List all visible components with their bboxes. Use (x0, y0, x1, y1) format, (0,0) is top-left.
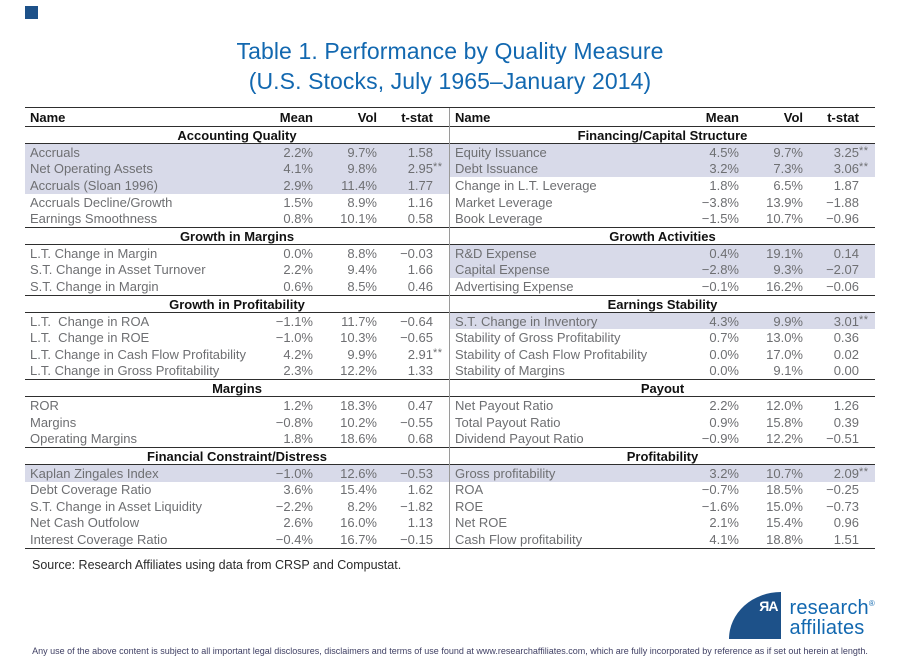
registered-mark: ® (868, 598, 875, 608)
table-row (25, 177, 449, 194)
vol-value: 15.4% (766, 515, 803, 531)
column-header-name: Name (30, 109, 66, 125)
vol-value: 13.9% (766, 194, 803, 210)
performance-table (25, 107, 875, 549)
logo-quarter-circle-icon (729, 592, 781, 639)
table-row (450, 397, 875, 414)
vol-value: 9.9% (773, 313, 803, 329)
tstat-value: 3.25** (833, 144, 869, 160)
vol-value: 10.2% (340, 414, 377, 430)
vol-value: 11.7% (341, 313, 377, 329)
vol-value: 8.8% (347, 245, 377, 261)
tstat-value: −0.06 (826, 278, 859, 294)
measure-name: ROR (30, 397, 59, 413)
page-corner-mark (25, 6, 38, 19)
measure-name: Change in L.T. Leverage (455, 177, 597, 193)
mean-value: 0.4% (709, 245, 739, 261)
tstat-value: −0.51 (826, 431, 859, 447)
vol-value: 9.1% (773, 363, 803, 379)
measure-name: Operating Margins (30, 431, 137, 447)
mean-value: 4.1% (283, 161, 313, 177)
table-section (25, 447, 449, 548)
mean-value: 4.1% (709, 532, 739, 548)
tstat-number: 3.01 (833, 313, 859, 329)
mean-value: −3.8% (701, 194, 739, 210)
tstat-value: 1.62 (407, 482, 433, 498)
tstat-value: 1.13 (407, 515, 433, 531)
research-affiliates-logo (729, 592, 875, 639)
measure-name: Accruals (Sloan 1996) (30, 177, 158, 193)
logo-wordmark (789, 594, 875, 638)
tstat-value: 1.77 (407, 177, 433, 193)
tstat-value: 0.46 (407, 278, 433, 294)
tstat-value: −1.82 (400, 498, 433, 514)
mean-value: 4.5% (709, 144, 739, 160)
table-row (25, 397, 449, 414)
measure-name: S.T. Change in Inventory (455, 313, 598, 329)
measure-name: Net Operating Assets (30, 161, 153, 177)
table-row (25, 346, 449, 363)
tstat-value: 0.36 (833, 330, 859, 346)
table-row (450, 262, 875, 279)
tstat-value: −0.96 (826, 211, 859, 227)
table-section (450, 447, 875, 548)
measure-name: Advertising Expense (455, 278, 574, 294)
vol-value: 16.0% (340, 515, 377, 531)
tstat-value: 0.14 (833, 245, 859, 261)
column-header-name: Name (455, 109, 491, 125)
tstat-value: −0.15 (400, 532, 433, 548)
tstat-value: 1.66 (407, 262, 433, 278)
measure-name: Debt Issuance (455, 161, 539, 177)
tstat-value: −0.03 (400, 245, 433, 261)
table-title-line1: Table 1. Performance by Quality Measure (236, 38, 664, 64)
table-row (450, 144, 875, 161)
vol-value: 9.7% (347, 144, 377, 160)
mean-value: 1.5% (283, 194, 313, 210)
measure-name: Book Leverage (455, 211, 543, 227)
tstat-number: 3.25 (833, 144, 859, 160)
vol-value: 15.8% (766, 414, 803, 430)
measure-name: Stability of Cash Flow Profitability (455, 346, 648, 362)
tstat-value: 1.16 (407, 194, 433, 210)
mean-value: 2.2% (283, 144, 313, 160)
measure-name: Kaplan Zingales Index (30, 465, 159, 481)
mean-value: −0.4% (275, 532, 313, 548)
tstat-value: 2.09** (833, 465, 869, 481)
table-row (25, 313, 449, 330)
vol-value: 12.6% (340, 465, 377, 481)
measure-name: Gross profitability (455, 465, 556, 481)
table-title-line2: (U.S. Stocks, July 1965–January 2014) (248, 68, 652, 94)
mean-value: −0.1% (701, 278, 739, 294)
vol-value: 16.2% (766, 278, 803, 294)
tstat-number: 3.06 (833, 161, 859, 177)
section-header: Profitability (450, 448, 875, 465)
tstat-number: 2.91 (407, 346, 433, 362)
vol-value: 9.7% (773, 144, 803, 160)
measure-name: ROA (455, 482, 484, 498)
column-header-tstat: t-stat (827, 109, 859, 125)
table-section (450, 295, 875, 379)
mean-value: 0.0% (709, 363, 739, 379)
tstat-value: −0.65 (400, 330, 433, 346)
mean-value: 2.2% (283, 262, 313, 278)
vol-value: 11.4% (341, 177, 377, 193)
mean-value: 4.2% (283, 346, 313, 362)
table-section (25, 127, 449, 227)
measure-name: ROE (455, 498, 484, 514)
tstat-value: −2.07 (826, 262, 859, 278)
mean-value: −1.6% (701, 498, 739, 514)
table-row (25, 414, 449, 431)
table-row (450, 161, 875, 178)
mean-value: 3.2% (709, 465, 739, 481)
table-row (25, 531, 449, 548)
table-row (450, 498, 875, 515)
tstat-value: 1.51 (833, 532, 859, 548)
table-row (25, 498, 449, 515)
tstat-value: 2.95** (407, 161, 443, 177)
vol-value: 19.1% (766, 245, 803, 261)
vol-value: 18.5% (766, 482, 803, 498)
mean-value: −2.8% (701, 262, 739, 278)
vol-value: 12.2% (766, 431, 803, 447)
mean-value: 0.6% (283, 278, 313, 294)
column-header-mean: Mean (279, 109, 313, 125)
vol-value: 10.7% (766, 211, 803, 227)
mean-value: 0.0% (709, 346, 739, 362)
table-row (450, 363, 875, 380)
table-row (25, 465, 449, 482)
tstat-value: 1.26 (833, 397, 859, 413)
table-row (25, 430, 449, 447)
table-row (25, 262, 449, 279)
measure-name: L.T. Change in ROE (30, 330, 150, 346)
mean-value: 4.3% (709, 313, 739, 329)
table-row (25, 161, 449, 178)
tstat-value: 3.01** (833, 313, 869, 329)
table-row (450, 278, 875, 295)
vol-value: 18.8% (766, 532, 803, 548)
tstat-value: 0.47 (407, 397, 433, 413)
table-row (450, 329, 875, 346)
measure-name: Net ROE (455, 515, 508, 531)
measure-name: Accruals (30, 144, 80, 160)
section-header: Payout (450, 380, 875, 397)
tstat-value: 0.39 (833, 414, 859, 430)
vol-value: 18.6% (340, 431, 377, 447)
mean-value: −1.0% (275, 330, 313, 346)
table-row (25, 363, 449, 380)
table-section (25, 227, 449, 295)
table-row (450, 313, 875, 330)
mean-value: −0.7% (701, 482, 739, 498)
tstat-number: 2.95 (407, 161, 433, 177)
legal-disclaimer: Any use of the above content is subject to all important legal disclosures, disclaimers and terms of use found at www.researchaffiliates.com, which are fully incorporated by reference as if set out herein at length. (32, 646, 868, 656)
vol-value: 7.3% (773, 161, 803, 177)
measure-name: Stability of Margins (455, 363, 565, 379)
measure-name: Earnings Smoothness (30, 211, 158, 227)
measure-name: S.T. Change in Asset Turnover (30, 262, 206, 278)
mean-value: 0.9% (709, 414, 739, 430)
mean-value: 0.0% (283, 245, 313, 261)
mean-value: 1.8% (283, 431, 313, 447)
vol-value: 10.3% (340, 330, 377, 346)
measure-name: Market Leverage (455, 194, 553, 210)
section-header: Financing/Capital Structure (450, 127, 875, 144)
tstat-value: −1.88 (826, 194, 859, 210)
table-row (450, 430, 875, 447)
measure-name: L.T. Change in Gross Profitability (30, 363, 220, 379)
section-header: Margins (25, 380, 449, 397)
table-row (450, 245, 875, 262)
measure-name: Interest Coverage Ratio (30, 532, 168, 548)
measure-name: L.T. Change in Cash Flow Profitability (30, 346, 247, 362)
table-row (450, 482, 875, 499)
tstat-value: −0.25 (826, 482, 859, 498)
mean-value: 1.8% (709, 177, 739, 193)
column-header-vol: Vol (783, 109, 803, 125)
mean-value: 2.6% (283, 515, 313, 531)
table-row (450, 414, 875, 431)
section-header: Growth in Margins (25, 228, 449, 245)
tstat-value: 0.58 (407, 211, 433, 227)
measure-name: L.T. Change in Margin (30, 245, 158, 261)
measure-name: Net Cash Outfolow (30, 515, 140, 531)
table-section (450, 127, 875, 227)
measure-name: L.T. Change in ROA (30, 313, 150, 329)
table-row (450, 210, 875, 227)
measure-name: Capital Expense (455, 262, 550, 278)
mean-value: 3.2% (709, 161, 739, 177)
table-row (450, 465, 875, 482)
tstat-value: 0.68 (407, 431, 433, 447)
table-row (450, 346, 875, 363)
logo-monogram: ЯA (759, 598, 778, 614)
tstat-value: −0.55 (400, 414, 433, 430)
mean-value: −1.5% (701, 211, 739, 227)
logo-wordmark-line1: research (789, 596, 869, 619)
column-header-row (25, 108, 449, 127)
mean-value: −2.2% (275, 498, 313, 514)
section-header: Earnings Stability (450, 296, 875, 313)
vol-value: 8.5% (347, 278, 377, 294)
section-header: Growth in Profitability (25, 296, 449, 313)
tstat-value: −0.73 (826, 498, 859, 514)
table-row (25, 245, 449, 262)
column-header-mean: Mean (705, 109, 739, 125)
column-header-row (450, 108, 875, 127)
table-title (0, 36, 900, 96)
tstat-value: 0.02 (833, 346, 859, 362)
tstat-value: 3.06** (833, 161, 869, 177)
mean-value: −0.9% (701, 431, 739, 447)
mean-value: 3.6% (283, 482, 313, 498)
table-section (25, 295, 449, 379)
vol-value: 13.0% (766, 330, 803, 346)
table-row (450, 515, 875, 532)
measure-name: S.T. Change in Asset Liquidity (30, 498, 202, 514)
tstat-value: 1.33 (407, 363, 433, 379)
table-row (25, 482, 449, 499)
section-header: Accounting Quality (25, 127, 449, 144)
vol-value: 16.7% (340, 532, 377, 548)
mean-value: 0.7% (709, 330, 739, 346)
vol-value: 10.7% (766, 465, 803, 481)
table-row (25, 194, 449, 211)
table-section (450, 227, 875, 295)
mean-value: 1.2% (283, 397, 313, 413)
measure-name: Total Payout Ratio (455, 414, 561, 430)
vol-value: 15.0% (766, 498, 803, 514)
vol-value: 18.3% (340, 397, 377, 413)
vol-value: 12.2% (340, 363, 377, 379)
right-table-half (450, 108, 875, 548)
measure-name: Net Payout Ratio (455, 397, 554, 413)
column-header-vol: Vol (357, 109, 377, 125)
measure-name: Dividend Payout Ratio (455, 431, 584, 447)
tstat-value: −0.64 (400, 313, 433, 329)
vol-value: 9.4% (347, 262, 377, 278)
vol-value: 9.8% (347, 161, 377, 177)
vol-value: 8.9% (347, 194, 377, 210)
column-header-tstat: t-stat (401, 109, 433, 125)
vol-value: 15.4% (340, 482, 377, 498)
mean-value: 2.9% (283, 177, 313, 193)
section-header: Financial Constraint/Distress (25, 448, 449, 465)
measure-name: S.T. Change in Margin (30, 278, 159, 294)
measure-name: R&D Expense (455, 245, 537, 261)
mean-value: −1.1% (275, 313, 313, 329)
vol-value: 10.1% (340, 211, 377, 227)
table-row (25, 210, 449, 227)
mean-value: −0.8% (275, 414, 313, 430)
measure-name: Equity Issuance (455, 144, 547, 160)
table-row (25, 278, 449, 295)
vol-value: 12.0% (766, 397, 803, 413)
mean-value: 2.3% (283, 363, 313, 379)
measure-name: Debt Coverage Ratio (30, 482, 152, 498)
source-note: Source: Research Affiliates using data from CRSP and Compustat. (32, 558, 402, 572)
measure-name: Margins (30, 414, 77, 430)
vol-value: 6.5% (773, 177, 803, 193)
mean-value: −1.0% (275, 465, 313, 481)
table-section (25, 379, 449, 447)
table-row (25, 144, 449, 161)
table-row (25, 515, 449, 532)
logo-wordmark-line2: affiliates (789, 616, 865, 639)
vol-value: 17.0% (766, 346, 803, 362)
mean-value: 2.1% (709, 515, 739, 531)
table-row (450, 531, 875, 548)
measure-name: Stability of Gross Profitability (455, 330, 621, 346)
vol-value: 9.9% (347, 346, 377, 362)
table-row (25, 329, 449, 346)
tstat-value: 1.87 (833, 177, 859, 193)
tstat-value: 2.91** (407, 346, 443, 362)
left-table-half (25, 108, 450, 548)
mean-value: 0.8% (283, 211, 313, 227)
tstat-value: 1.58 (407, 144, 433, 160)
measure-name: Cash Flow profitability (455, 532, 583, 548)
tstat-value: 0.96 (833, 515, 859, 531)
tstat-value: 0.00 (833, 363, 859, 379)
vol-value: 9.3% (773, 262, 803, 278)
table-row (450, 177, 875, 194)
mean-value: 2.2% (709, 397, 739, 413)
vol-value: 8.2% (347, 498, 377, 514)
measure-name: Accruals Decline/Growth (30, 194, 173, 210)
table-section (450, 379, 875, 447)
tstat-number: 2.09 (833, 465, 859, 481)
section-header: Growth Activities (450, 228, 875, 245)
tstat-value: −0.53 (400, 465, 433, 481)
table-row (450, 194, 875, 211)
